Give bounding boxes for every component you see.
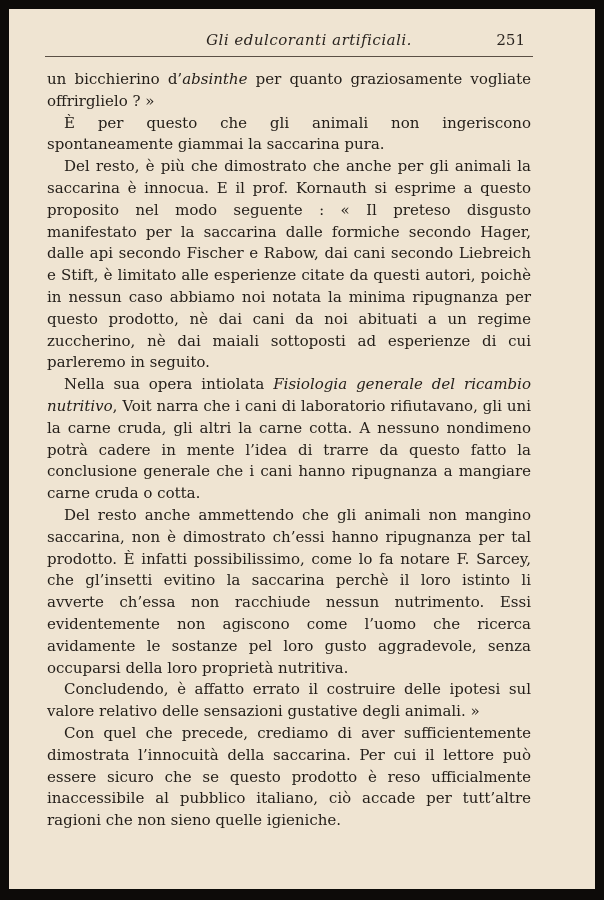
paragraph-5: Del resto anche ammettendo che gli animali non mangino saccarina, non è dimostrato ch’essi hanno ripugnanza per tal prodotto. È infatti possibilissimo, come lo fa notare F. Sarcey, che gl’insetti evitino la saccarina perchè il loro istinto li avverte ch’essa non racchiude nessun nutrimento. Essi evidentemente non agiscono come l’uomo che ricerca avidamente le sostanze pel loro gusto aggradevole, senza occuparsi della loro proprietà nutritiva.	[47, 505, 531, 677]
paragraph-3: Del resto, è più che dimostrato che anche per gli animali la saccarina è innocua. E il prof. Kornauth si esprime a questo proposito nel modo seguente : « Il preteso disgusto manifestato per la saccarina dalle formiche secondo Hager, dalle api secondo Fischer e Rabow, dai cani secondo Liebreich e Stift, è limitato alle esperienze citate da questi autori, poichè in nessun caso abbiamo noi notata la minima ripugnanza per questo prodotto, nè dai cani da noi abituati a un regime zuccherino, nè dai maiali sottoposti ad esperienze di cui parleremo in seguito.	[47, 157, 531, 372]
page-number: 251	[496, 31, 525, 49]
paragraph-7: Con quel che precede, crediamo di aver sufficientemente dimostrata l’innocuità della saccarina. Per cui il lettore può essere sicuro che se questo prodotto è reso ufficialmente inaccessibile al pubblico italiano, ciò accade per tutt’altre ragioni che non sieno quelle igieniche.	[47, 723, 531, 830]
paragraph-1: un bicchierino d’absinthe per quanto graziosamente vogliate offrirglielo ? »	[47, 70, 531, 110]
book-page	[9, 9, 595, 889]
header-rule	[45, 56, 533, 57]
emphasis-book-title: Fisiologia generale del ricambio nutritivo	[47, 375, 531, 415]
emphasis-absinthe: absinthe	[182, 70, 248, 88]
paragraph-4: Nella sua opera intiolata Fisiologia generale del ricambio nutritivo, Voit narra che i cani di laboratorio rifiutavano, gli uni la carne cruda, gli altri la carne cotta. A nessuno nondimeno potrà cadere in mente l’idea di trarre da questo fatto la conclusione generale che i cani hanno ripugnanza a mangiare carne cruda o cotta.	[47, 375, 531, 503]
running-title: Gli edulcoranti artificiali.	[206, 31, 412, 49]
body-text	[47, 69, 531, 832]
paragraph-6: Concludendo, è affatto errato il costruire delle ipotesi sul valore relativo delle sensazioni gustative degli animali. »	[47, 680, 531, 721]
paragraph-2: È per questo che gli animali non ingeriscono spontaneamente giammai la saccarina pura.	[47, 113, 531, 154]
